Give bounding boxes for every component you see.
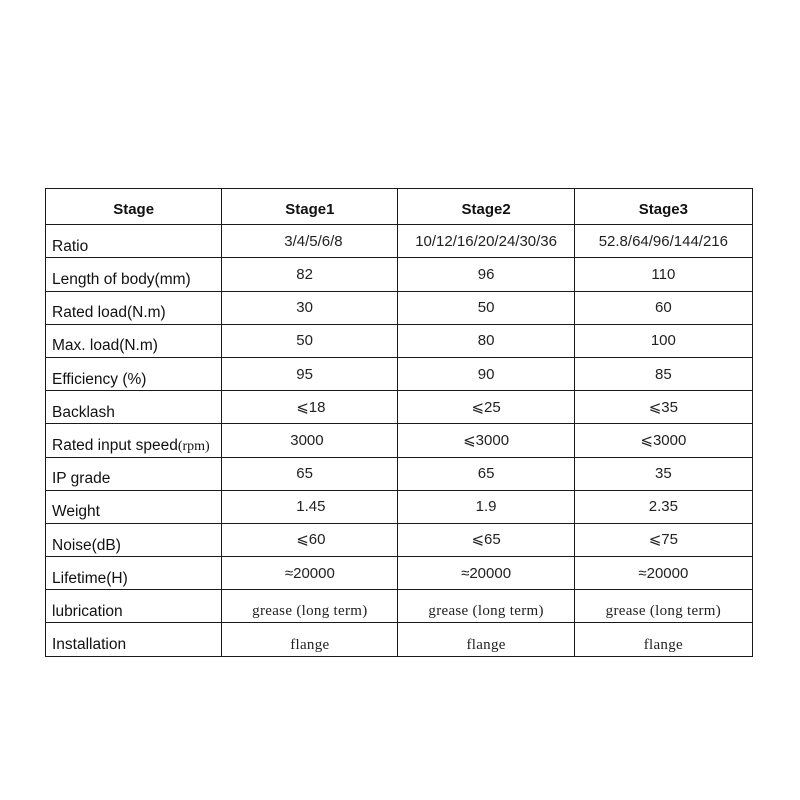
cell-stage3: 35 [574,457,752,490]
row-label: Installation [46,623,222,656]
table-row-backlash [46,391,753,424]
cell-stage3: ≈20000 [574,557,752,590]
column-header-stage2: Stage2 [398,189,574,225]
cell-stage3: ⩽75 [574,523,752,556]
cell-stage3: 2.35 [574,490,752,523]
spec-table [45,188,753,657]
column-header-stage: Stage [46,189,222,225]
cell-stage1: flange [222,623,398,656]
table-row-noise [46,523,753,556]
table-row-rated-input-speed [46,424,753,457]
cell-stage2: 1.9 [398,490,574,523]
cell-stage2: 96 [398,258,574,291]
table-row-weight [46,490,753,523]
cell-stage2: 80 [398,324,574,357]
cell-stage3: 110 [574,258,752,291]
row-label: IP grade [46,457,222,490]
cell-stage1: 30 [222,291,398,324]
cell-stage3: flange [574,623,752,656]
cell-stage1: 3/4/5/6/8 [222,225,398,258]
row-label: Length of body(mm) [46,258,222,291]
row-label: Max. load(N.m) [46,324,222,357]
row-label [46,424,222,457]
cell-stage1: grease (long term) [222,590,398,623]
cell-stage3: ⩽3000 [574,424,752,457]
column-header-stage1: Stage1 [222,189,398,225]
table-row-lifetime [46,557,753,590]
row-label: Efficiency (%) [46,357,222,390]
cell-stage3: 85 [574,357,752,390]
row-label: Ratio [46,225,222,258]
cell-stage3: grease (long term) [574,590,752,623]
cell-stage2: ⩽65 [398,523,574,556]
column-header-stage3: Stage3 [574,189,752,225]
cell-stage1: 95 [222,357,398,390]
table-row-installation [46,623,753,656]
cell-stage2: ⩽25 [398,391,574,424]
row-label: Lifetime(H) [46,557,222,590]
cell-stage1: ⩽18 [222,391,398,424]
table-row-ratio [46,225,753,258]
cell-stage2: ≈20000 [398,557,574,590]
cell-stage2: ⩽3000 [398,424,574,457]
cell-stage3: ⩽35 [574,391,752,424]
cell-stage1: 1.45 [222,490,398,523]
table-row-rated-load [46,291,753,324]
cell-stage1: 50 [222,324,398,357]
row-label: Weight [46,490,222,523]
row-label-text: Rated input speed [52,436,178,454]
cell-stage2: 10/12/16/20/24/30/36 [398,225,574,258]
table-row-ip-grade [46,457,753,490]
table-row-length [46,258,753,291]
cell-stage3: 52.8/64/96/144/216 [574,225,752,258]
header-row [46,189,753,225]
cell-stage2: 90 [398,357,574,390]
row-label: Rated load(N.m) [46,291,222,324]
row-label-unit: (rpm) [177,438,210,454]
cell-stage1: 65 [222,457,398,490]
table-row-lubrication [46,590,753,623]
cell-stage2: grease (long term) [398,590,574,623]
cell-stage1: ≈20000 [222,557,398,590]
cell-stage1: 82 [222,258,398,291]
row-label: lubrication [46,590,222,623]
cell-stage1: 3000 [222,424,398,457]
cell-stage2: 65 [398,457,574,490]
cell-stage3: 60 [574,291,752,324]
cell-stage2: flange [398,623,574,656]
cell-stage3: 100 [574,324,752,357]
table-row-efficiency [46,357,753,390]
table-row-max-load [46,324,753,357]
cell-stage2: 50 [398,291,574,324]
row-label: Backlash [46,391,222,424]
row-label: Noise(dB) [46,523,222,556]
cell-stage1: ⩽60 [222,523,398,556]
